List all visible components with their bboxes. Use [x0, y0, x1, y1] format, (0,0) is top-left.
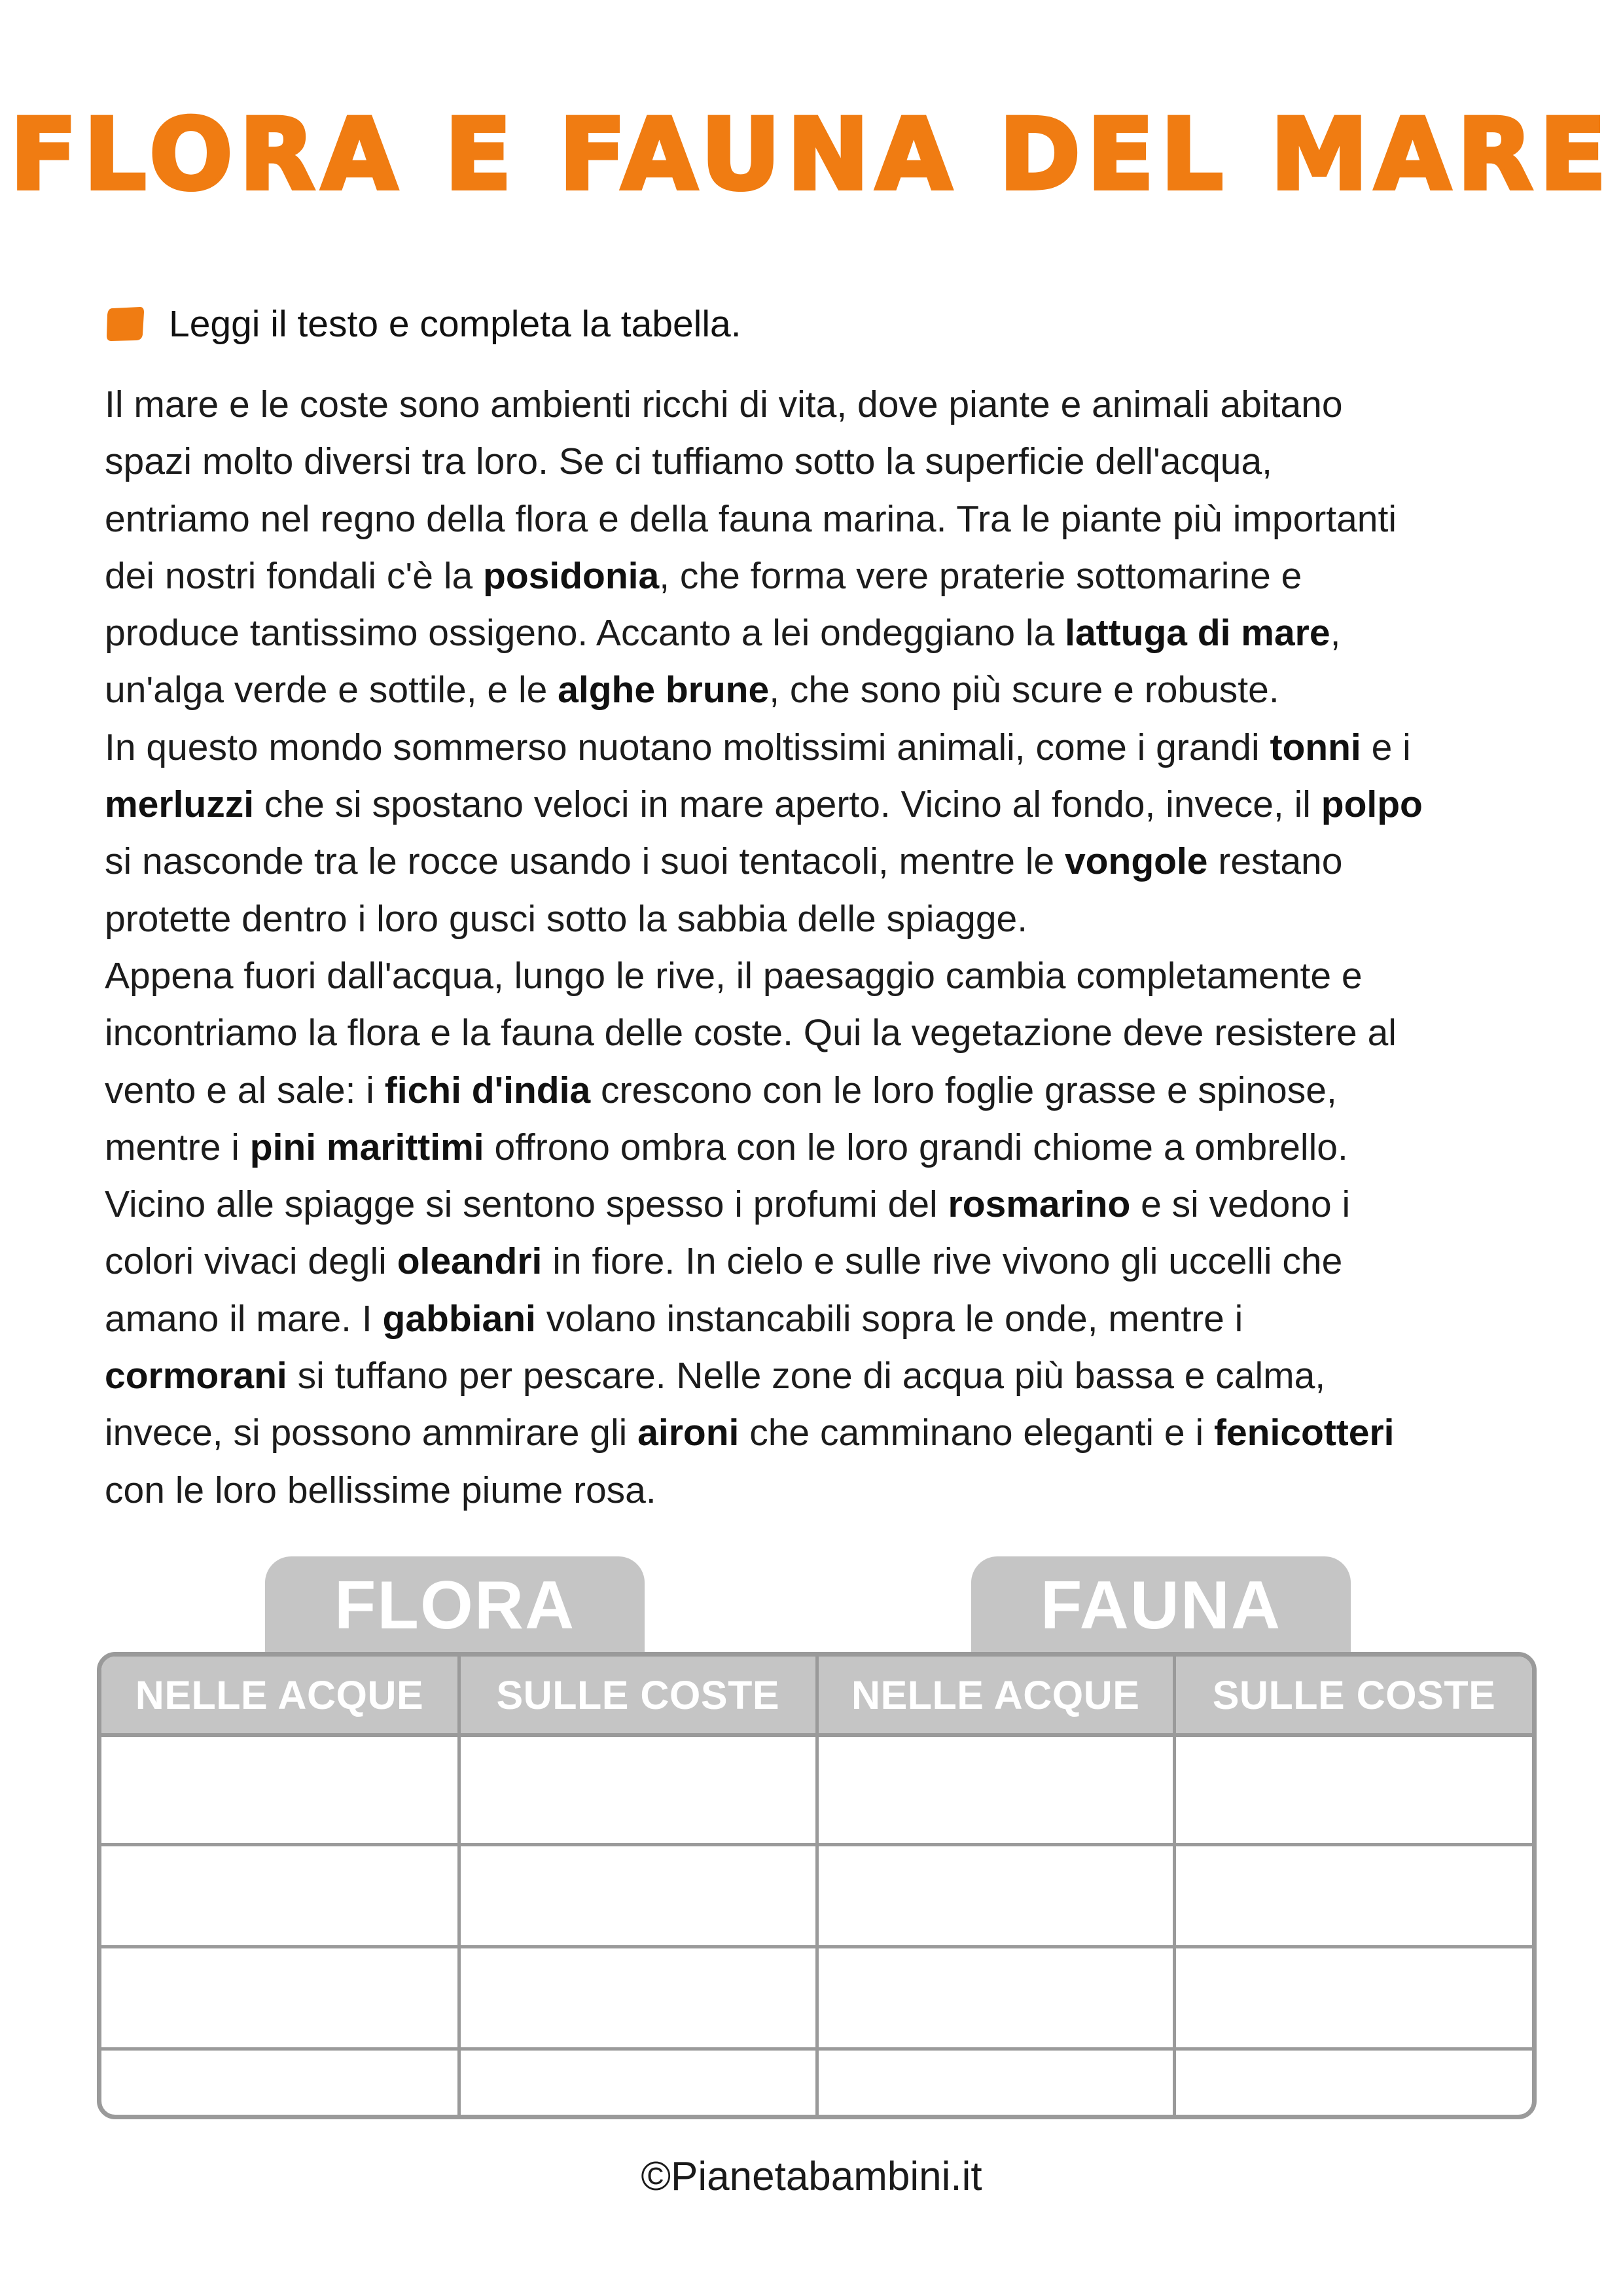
text-segment: mentre i [105, 1126, 250, 1168]
text-segment: vento e al sale: i [105, 1069, 385, 1111]
text-segment: dei nostri fondali c'è la [105, 554, 484, 597]
text-line [105, 776, 1571, 833]
text-segment: si tuffano per pescare. Nelle zone di acqua più bassa e calma, [287, 1355, 1326, 1397]
keyword: pini marittimi [249, 1126, 484, 1168]
text-segment: entriamo nel regno della flora e della fauna marina. Tra le piante più importanti [105, 497, 1397, 540]
answer-cell[interactable] [101, 1946, 459, 2049]
keyword: fenicotteri [1213, 1412, 1395, 1454]
table-row [101, 1844, 1532, 1946]
keyword: vongole [1064, 840, 1208, 883]
text-line [105, 1119, 1571, 1176]
answer-cell[interactable] [459, 1844, 817, 1946]
keyword: tonni [1270, 726, 1361, 768]
text-line [105, 1291, 1571, 1348]
answer-cell[interactable] [459, 2049, 817, 2115]
text-segment: invece, si possono ammirare gli [105, 1412, 638, 1454]
text-segment: in fiore. In cielo e sulle rive vivono gli uccelli che [542, 1240, 1343, 1283]
flora-group-header: FLORA [265, 1556, 645, 1658]
text-segment: che si spostano veloci in mare aperto. Vicino al fondo, invece, il [254, 783, 1321, 826]
text-segment: crescono con le loro foglie grasse e spinose, [590, 1069, 1337, 1111]
text-line [105, 376, 1571, 433]
text-segment: Appena fuori dall'acqua, lungo le rive, il paesaggio cambia completamente e [105, 954, 1363, 997]
text-segment: produce tantissimo ossigeno. Accanto a lei ondeggiano la [105, 612, 1065, 655]
bullet-icon [105, 306, 145, 342]
keyword: cormorani [105, 1355, 287, 1397]
keyword: alghe brune [558, 669, 770, 711]
table-row [101, 1946, 1532, 2049]
keyword: gabbiani [382, 1297, 536, 1340]
text-line [105, 491, 1571, 548]
table-row [101, 2049, 1532, 2115]
text-line [105, 833, 1571, 890]
text-segment: Vicino alle spiagge si sentono spesso i profumi del [105, 1183, 948, 1226]
text-segment: spazi molto diversi tra loro. Se ci tuffiamo sotto la superficie dell'acqua, [105, 440, 1273, 483]
instruction-text: Leggi il testo e completa la tabella. [169, 303, 741, 345]
keyword: fichi d'india [384, 1069, 591, 1111]
text-line [105, 605, 1571, 662]
text-segment: offrono ombra con le loro grandi chiome a ombrello. [484, 1126, 1348, 1168]
answer-cell[interactable] [459, 1946, 817, 2049]
column-header: SULLE COSTE [1175, 1657, 1533, 1735]
text-line [105, 662, 1571, 719]
answer-cell[interactable] [817, 1735, 1175, 1844]
text-segment: incontriamo la flora e la fauna delle coste. Qui la vegetazione deve resistere al [105, 1012, 1397, 1054]
text-segment: e i [1361, 726, 1411, 768]
copyright-footer: ©Pianetabambini.it [641, 2154, 982, 2199]
text-segment: un'alga verde e sottile, e le [105, 669, 558, 711]
text-segment: con le loro bellissime piume rosa. [105, 1469, 656, 1511]
answer-cell[interactable] [1175, 1735, 1533, 1844]
page-title: FLORA E FAUNA DEL MARE [10, 98, 1613, 212]
text-line [105, 1405, 1571, 1462]
answer-cell[interactable] [1175, 1844, 1533, 1946]
answer-cell[interactable] [101, 2049, 459, 2115]
answer-cell[interactable] [101, 1735, 459, 1844]
text-line [105, 1462, 1571, 1519]
text-line [105, 1062, 1571, 1119]
answer-cell[interactable] [817, 2049, 1175, 2115]
fauna-group-header: FAUNA [971, 1556, 1351, 1658]
keyword: oleandri [397, 1240, 543, 1283]
text-line [105, 1176, 1571, 1233]
keyword: aironi [637, 1412, 740, 1454]
text-segment: si nasconde tra le rocce usando i suoi tentacoli, mentre le [105, 840, 1065, 883]
text-segment: amano il mare. I [105, 1297, 383, 1340]
text-segment: , che sono più scure e robuste. [769, 669, 1279, 711]
text-segment: restano [1207, 840, 1343, 883]
text-segment: volano instancabili sopra le onde, mentre i [535, 1297, 1243, 1340]
text-line [105, 891, 1571, 948]
table-row [101, 1735, 1532, 1844]
answer-cell[interactable] [101, 1844, 459, 1946]
answer-cell[interactable] [1175, 1946, 1533, 2049]
text-line [105, 948, 1571, 1005]
text-segment: e si vedono i [1130, 1183, 1351, 1226]
answer-cell[interactable] [1175, 2049, 1533, 2115]
text-line [105, 1233, 1571, 1290]
keyword: merluzzi [105, 783, 255, 826]
text-line [105, 1348, 1571, 1405]
table-header-row [101, 1657, 1532, 1735]
text-line [105, 548, 1571, 605]
keyword: polpo [1321, 783, 1423, 826]
text-segment: che camminano eleganti e i [739, 1412, 1214, 1454]
text-segment: , [1330, 612, 1341, 655]
text-line [105, 1005, 1571, 1062]
text-segment: colori vivaci degli [105, 1240, 397, 1283]
text-segment: Il mare e le coste sono ambienti ricchi di vita, dove piante e animali abitano [105, 384, 1343, 425]
column-header: NELLE ACQUE [101, 1657, 459, 1735]
classification-table [97, 1652, 1537, 2119]
answer-cell[interactable] [817, 1844, 1175, 1946]
text-line [105, 433, 1571, 490]
keyword: lattuga di mare [1065, 612, 1330, 655]
keyword: rosmarino [948, 1183, 1131, 1226]
text-segment: , che forma vere praterie sottomarine e [659, 554, 1302, 597]
reading-passage [105, 376, 1571, 1519]
answer-cell[interactable] [817, 1946, 1175, 2049]
column-header: SULLE COSTE [459, 1657, 817, 1735]
instruction-row [105, 298, 741, 350]
text-segment: protette dentro i loro gusci sotto la sabbia delle spiagge. [105, 897, 1028, 940]
text-line [105, 719, 1571, 776]
column-header: NELLE ACQUE [817, 1657, 1175, 1735]
text-segment: In questo mondo sommerso nuotano moltissimi animali, come i grandi [105, 726, 1270, 768]
keyword: posidonia [483, 554, 660, 597]
answer-cell[interactable] [459, 1735, 817, 1844]
